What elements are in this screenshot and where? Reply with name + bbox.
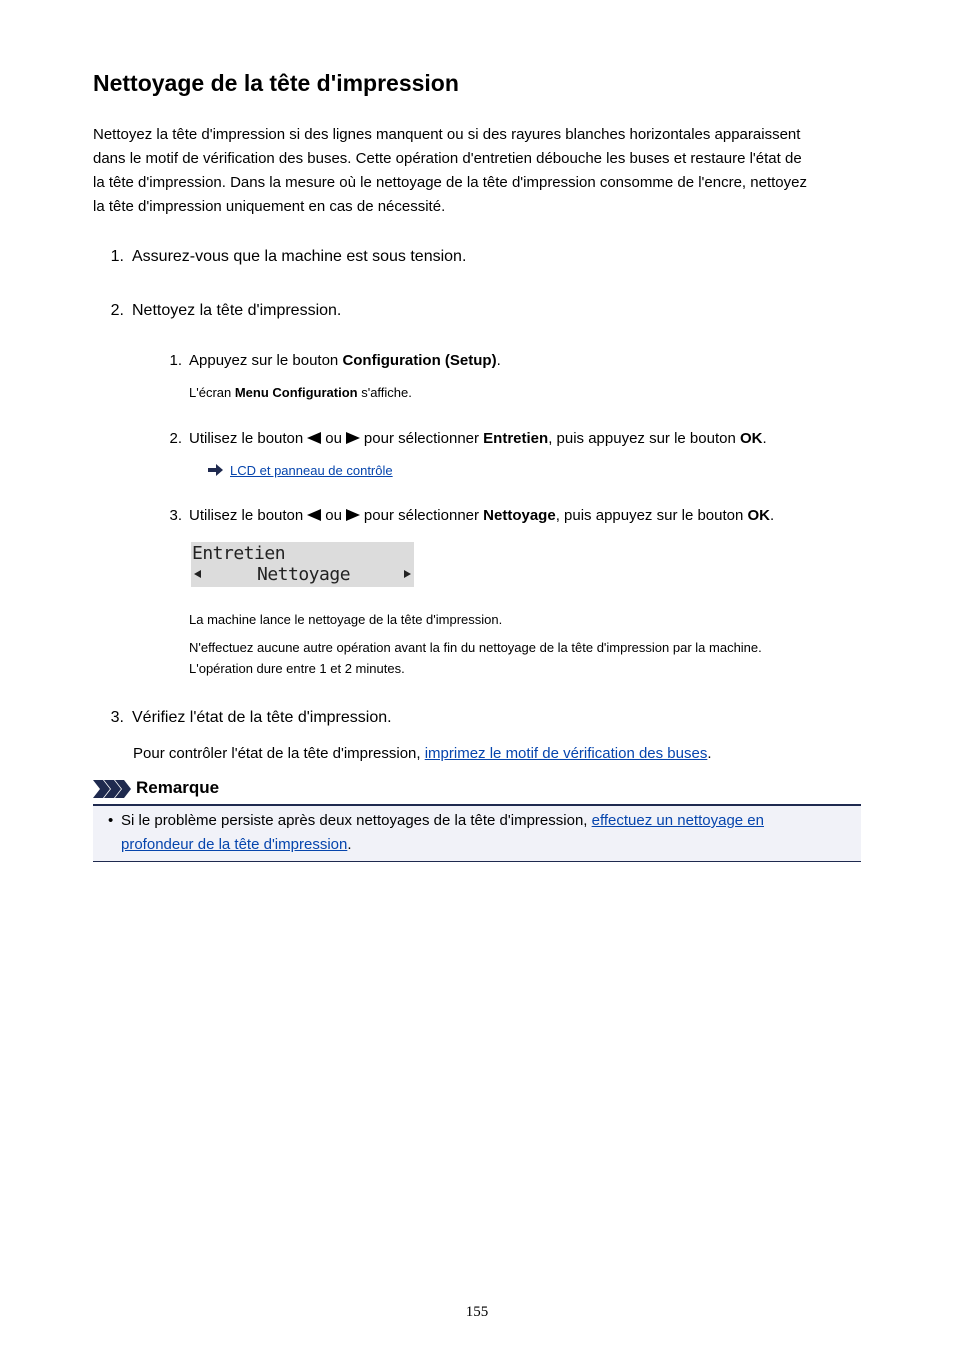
related-link-row bbox=[208, 463, 393, 478]
intro-line: dans le motif de vérification des buses. Cette opération d'entretien débouche les buses et restaure l'état de bbox=[93, 150, 802, 167]
bullet: • bbox=[108, 812, 114, 829]
lcd-line-2: Nettoyage bbox=[257, 564, 351, 585]
intro-paragraph bbox=[93, 123, 863, 219]
substep-text: Utilisez le bouton bbox=[189, 430, 304, 447]
ok-button-name: OK bbox=[739, 430, 763, 447]
punctuation: . bbox=[707, 745, 712, 762]
lcd-screen-image bbox=[191, 542, 414, 587]
menu-item-name: Nettoyage bbox=[483, 507, 556, 524]
substep-2-2 bbox=[167, 430, 767, 447]
step-1 bbox=[100, 248, 466, 266]
punctuation: . bbox=[496, 352, 501, 369]
step-3 bbox=[100, 709, 392, 727]
left-arrow-icon bbox=[307, 509, 321, 521]
substep-2-1-result bbox=[189, 385, 412, 400]
step-number: 2. bbox=[110, 302, 124, 319]
menu-item-name: Entretien bbox=[483, 430, 549, 447]
detail-text: Pour contrôler l'état de la tête d'impression, bbox=[133, 745, 425, 762]
page-number: 155 bbox=[465, 1304, 489, 1320]
note-heading: Remarque bbox=[136, 778, 220, 797]
step-text: Vérifiez l'état de la tête d'impression. bbox=[132, 709, 392, 726]
or-text: ou bbox=[325, 430, 342, 447]
substep-text: , puis appuyez sur le bouton bbox=[555, 507, 748, 524]
note-line: Si le problème persiste après deux nettoyages de la tête d'impression, bbox=[121, 812, 592, 829]
result-text: L'écran bbox=[189, 385, 235, 400]
arrow-right-icon bbox=[208, 464, 224, 476]
deep-cleaning-link[interactable]: effectuez un nettoyage en bbox=[591, 812, 764, 829]
punctuation: . bbox=[762, 430, 767, 447]
intro-line: la tête d'impression. Dans la mesure où le nettoyage de la tête d'impression consomme de l'encre, nettoyez bbox=[93, 174, 807, 191]
substep-text: Appuyez sur le bouton bbox=[189, 352, 343, 369]
lcd-left-arrow-icon bbox=[194, 570, 201, 578]
step-number: 3. bbox=[110, 709, 124, 726]
left-arrow-icon bbox=[307, 432, 321, 444]
substep-2-3-duration: L'opération dure entre 1 et 2 minutes. bbox=[189, 661, 405, 676]
substep-text: pour sélectionner bbox=[363, 430, 484, 447]
note-header bbox=[93, 777, 861, 806]
substep-number: 1. bbox=[169, 352, 182, 369]
step-2 bbox=[100, 302, 341, 320]
note-text bbox=[121, 809, 764, 857]
setup-button-name: Configuration (Setup) bbox=[342, 352, 497, 369]
step-number: 1. bbox=[110, 248, 124, 265]
punctuation: . bbox=[347, 836, 352, 853]
substep-text: pour sélectionner bbox=[363, 507, 484, 524]
note-chevrons-icon bbox=[93, 780, 131, 798]
substep-number: 2. bbox=[169, 430, 182, 447]
step-3-detail bbox=[133, 745, 712, 762]
right-arrow-icon bbox=[346, 432, 360, 444]
punctuation: . bbox=[770, 507, 775, 524]
ok-button-name: OK bbox=[747, 507, 770, 524]
intro-line: Nettoyez la tête d'impression si des lignes manquent ou si des rayures blanches horizontales apparaissent bbox=[93, 126, 801, 143]
substep-text: , puis appuyez sur le bouton bbox=[548, 430, 740, 447]
or-text: ou bbox=[325, 507, 342, 524]
substep-2-3-warning: N'effectuez aucune autre opération avant la fin du nettoyage de la tête d'impression par la machine. bbox=[189, 640, 762, 655]
substep-2-3 bbox=[167, 507, 774, 524]
substep-number: 3. bbox=[169, 507, 182, 524]
substep-2-1 bbox=[167, 352, 501, 369]
page-title: Nettoyage de la tête d'impression bbox=[93, 70, 459, 96]
step-text: Nettoyez la tête d'impression. bbox=[132, 302, 342, 319]
right-arrow-icon bbox=[346, 509, 360, 521]
note-box bbox=[93, 806, 861, 862]
lcd-panel-link[interactable]: LCD et panneau de contrôle bbox=[230, 463, 393, 478]
substep-2-3-result: La machine lance le nettoyage de la tête d'impression. bbox=[189, 612, 503, 627]
nozzle-check-link[interactable]: imprimez le motif de vérification des buses bbox=[424, 745, 708, 762]
menu-name: Menu Configuration bbox=[234, 385, 358, 400]
intro-line: la tête d'impression uniquement en cas de nécessité. bbox=[93, 198, 446, 215]
lcd-right-arrow-icon bbox=[404, 570, 411, 578]
deep-cleaning-link-cont[interactable]: profondeur de la tête d'impression bbox=[121, 836, 348, 853]
step-text: Assurez-vous que la machine est sous tension. bbox=[132, 248, 467, 265]
result-text: s'affiche. bbox=[357, 385, 412, 400]
substep-text: Utilisez le bouton bbox=[189, 507, 304, 524]
lcd-line-1: Entretien bbox=[192, 543, 286, 564]
